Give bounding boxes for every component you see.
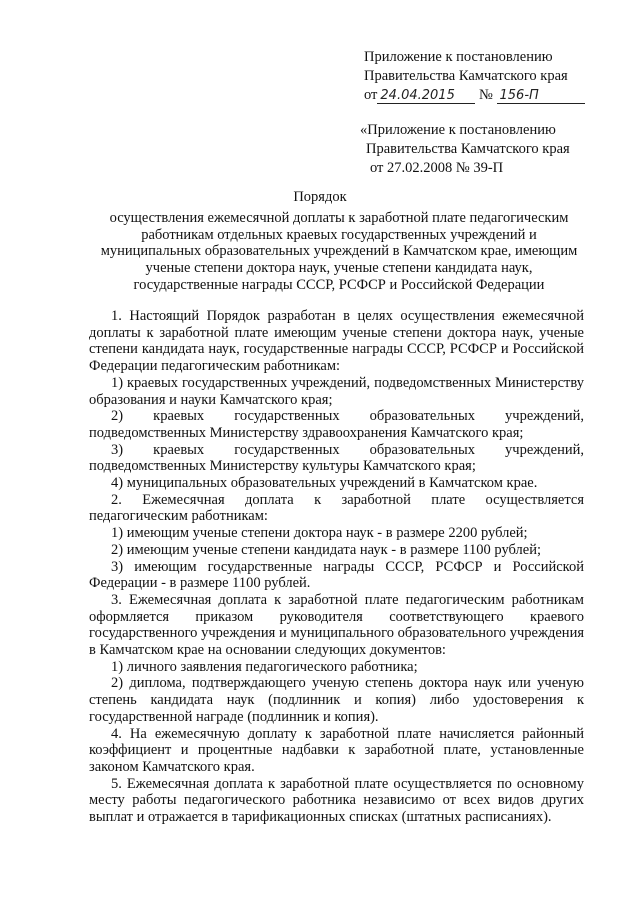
attachment-line-1: Приложение к постановлению xyxy=(364,49,553,65)
paragraph-3-item-2: 2) диплома, подтверждающего ученую степень доктора наук или ученую степень кандидата наук (подлинник и копия) либо удостоверения к государственной награде (подлинник и копия). xyxy=(89,675,584,725)
attachment-line-2: Правительства Камчатского края xyxy=(364,68,568,84)
quoted-attachment xyxy=(360,121,570,178)
date-prefix: от xyxy=(364,87,378,103)
paragraph-2: 2. Ежемесячная доплата к заработной плате осуществляется педагогическим работникам: xyxy=(89,491,584,525)
paragraph-1-item-1: 1) краевых государственных учреждений, подведомственных Министерству образования и науки Камчатского края; xyxy=(89,374,584,408)
paragraph-2-item-1: 1) имеющим ученые степени доктора наук - в размере 2200 рублей; xyxy=(111,525,528,542)
paragraph-1-item-3: 3) краевых государственных образовательных учреждений, подведомственных Министерству культуры Камчатского края; xyxy=(89,441,584,475)
number-sign: № xyxy=(479,87,493,103)
paragraph-1-item-2: 2) краевых государственных образовательных учреждений, подведомственных Министерству здравоохранения Камчатского края; xyxy=(89,408,584,441)
document-title: Порядок xyxy=(293,189,347,205)
quoted-line-1: «Приложение к постановлению xyxy=(360,122,556,138)
quoted-line-2: Правительства Камчатского края xyxy=(366,141,570,157)
paragraph-1-item-4: 4) муниципальных образовательных учреждений в Камчатском крае. xyxy=(111,475,538,492)
paragraph-3: 3. Ежемесячная доплата к заработной плате педагогическим работникам оформляется приказом руководителя соответствующего краевого государственного учреждения и муниципального образовательного учреждения в Камчатском крае на основании следующих документов: xyxy=(89,591,584,659)
attachment-header xyxy=(364,48,585,105)
paragraph-5: 5. Ежемесячная доплата к заработной плате осуществляется по основному месту работы педагогического работника независимо от всех видов других выплат и отражается в тарификационных списках (штатных расписаниях). xyxy=(89,775,584,826)
paragraph-3-item-1: 1) личного заявления педагогического работника; xyxy=(111,658,418,675)
paragraph-2-item-3: 3) имеющим государственные награды СССР, РСФСР и Российской Федерации - в размере 1100 рублей. xyxy=(89,558,584,592)
paragraph-2-item-2: 2) имеющим ученые степени кандидата наук - в размере 1100 рублей; xyxy=(111,541,542,558)
document-subtitle: осуществления ежемесячной доплаты к заработной плате педагогическим работникам отдельных краевых государственных учреждений и муниципальных образовательных учреждений в Камчатском крае, имеющим ученые степени доктора наук, ученые степени кандидата наук, государственные награды СССР, РСФСР и Российской Федерации xyxy=(100,210,578,293)
document-body xyxy=(89,308,584,826)
paragraph-4: 4. На ежемесячную доплату к заработной плате начисляется районный коэффициент и процентные надбавки к заработной плате, установленные законом Камчатского края. xyxy=(89,725,584,775)
paragraph-1: 1. Настоящий Порядок разработан в целях осуществления ежемесячной доплаты к заработной плате имеющим ученые степени доктора наук, ученые степени кандидата наук, государственные награды СССР, РСФСР и Российской Федерации педагогическим работникам: xyxy=(89,308,584,375)
attachment-date-line xyxy=(364,86,585,105)
quoted-line-3: от 27.02.2008 № 39-П xyxy=(370,160,504,176)
handwritten-date: 24.04.2015 xyxy=(377,89,475,104)
handwritten-number: 156-П xyxy=(497,89,585,104)
